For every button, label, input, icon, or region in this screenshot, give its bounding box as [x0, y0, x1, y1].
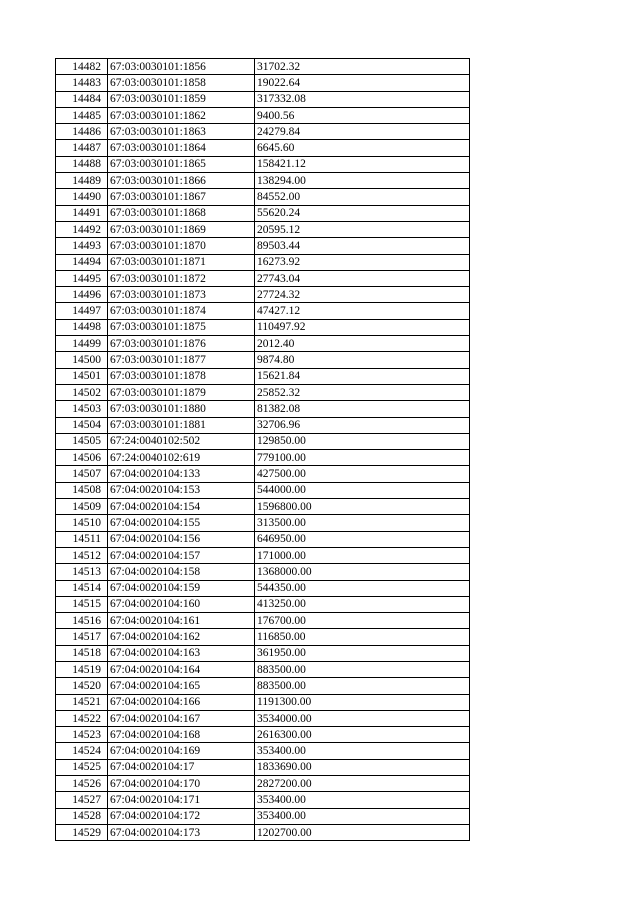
row-number-cell: 14495: [56, 270, 108, 286]
cadastral-number-cell: 67:04:0020104:169: [108, 743, 255, 759]
table-row: [56, 645, 470, 661]
row-number-cell: 14507: [56, 466, 108, 482]
cadastral-number-cell: 67:04:0020104:170: [108, 776, 255, 792]
cadastral-number-cell: 67:03:0030101:1869: [108, 221, 255, 237]
cadastral-number-cell: 67:03:0030101:1863: [108, 124, 255, 140]
cadastral-number-cell: 67:03:0030101:1866: [108, 173, 255, 189]
row-number-cell: 14484: [56, 91, 108, 107]
row-number-cell: 14492: [56, 221, 108, 237]
value-cell: 2012.40: [255, 336, 470, 352]
row-number-cell: 14494: [56, 254, 108, 270]
value-cell: 1596800.00: [255, 499, 470, 515]
cadastral-value-table: [55, 58, 470, 841]
cadastral-number-cell: 67:04:0020104:173: [108, 824, 255, 840]
row-number-cell: 14516: [56, 613, 108, 629]
value-cell: 15621.84: [255, 368, 470, 384]
cadastral-number-cell: 67:03:0030101:1881: [108, 417, 255, 433]
table-row: [56, 824, 470, 840]
value-cell: 81382.08: [255, 401, 470, 417]
table-row: [56, 710, 470, 726]
row-number-cell: 14529: [56, 824, 108, 840]
table-row: [56, 107, 470, 123]
cadastral-number-cell: 67:03:0030101:1862: [108, 107, 255, 123]
row-number-cell: 14510: [56, 515, 108, 531]
value-cell: 138294.00: [255, 173, 470, 189]
table-body: [56, 59, 470, 841]
cadastral-number-cell: 67:03:0030101:1871: [108, 254, 255, 270]
row-number-cell: 14482: [56, 59, 108, 75]
row-number-cell: 14497: [56, 303, 108, 319]
cadastral-number-cell: 67:03:0030101:1873: [108, 287, 255, 303]
row-number-cell: 14519: [56, 661, 108, 677]
table-row: [56, 254, 470, 270]
cadastral-number-cell: 67:03:0030101:1867: [108, 189, 255, 205]
cadastral-number-cell: 67:04:0020104:153: [108, 482, 255, 498]
cadastral-number-cell: 67:03:0030101:1872: [108, 270, 255, 286]
row-number-cell: 14490: [56, 189, 108, 205]
value-cell: 84552.00: [255, 189, 470, 205]
table-row: [56, 482, 470, 498]
cadastral-number-cell: 67:03:0030101:1877: [108, 352, 255, 368]
value-cell: 544000.00: [255, 482, 470, 498]
table-row: [56, 694, 470, 710]
cadastral-number-cell: 67:03:0030101:1878: [108, 368, 255, 384]
value-cell: 116850.00: [255, 629, 470, 645]
table-row: [56, 776, 470, 792]
cadastral-number-cell: 67:04:0020104:156: [108, 531, 255, 547]
value-cell: 1191300.00: [255, 694, 470, 710]
row-number-cell: 14503: [56, 401, 108, 417]
value-cell: 413250.00: [255, 596, 470, 612]
value-cell: 353400.00: [255, 808, 470, 824]
table-row: [56, 661, 470, 677]
row-number-cell: 14489: [56, 173, 108, 189]
value-cell: 110497.92: [255, 319, 470, 335]
cadastral-number-cell: 67:04:0020104:166: [108, 694, 255, 710]
row-number-cell: 14526: [56, 776, 108, 792]
table-row: [56, 743, 470, 759]
table-row: [56, 238, 470, 254]
table-row: [56, 613, 470, 629]
table-row: [56, 450, 470, 466]
row-number-cell: 14496: [56, 287, 108, 303]
table-row: [56, 173, 470, 189]
table-row: [56, 156, 470, 172]
row-number-cell: 14528: [56, 808, 108, 824]
value-cell: 55620.24: [255, 205, 470, 221]
value-cell: 317332.08: [255, 91, 470, 107]
table-row: [56, 596, 470, 612]
cadastral-number-cell: 67:03:0030101:1874: [108, 303, 255, 319]
value-cell: 20595.12: [255, 221, 470, 237]
cadastral-number-cell: 67:03:0030101:1870: [108, 238, 255, 254]
cadastral-number-cell: 67:03:0030101:1865: [108, 156, 255, 172]
cadastral-number-cell: 67:03:0030101:1879: [108, 384, 255, 400]
row-number-cell: 14502: [56, 384, 108, 400]
row-number-cell: 14524: [56, 743, 108, 759]
value-cell: 31702.32: [255, 59, 470, 75]
table-row: [56, 759, 470, 775]
cadastral-number-cell: 67:04:0020104:164: [108, 661, 255, 677]
table-row: [56, 433, 470, 449]
value-cell: 2827200.00: [255, 776, 470, 792]
value-cell: 313500.00: [255, 515, 470, 531]
row-number-cell: 14498: [56, 319, 108, 335]
row-number-cell: 14501: [56, 368, 108, 384]
table-row: [56, 270, 470, 286]
cadastral-number-cell: 67:04:0020104:159: [108, 580, 255, 596]
value-cell: 883500.00: [255, 678, 470, 694]
row-number-cell: 14506: [56, 450, 108, 466]
value-cell: 883500.00: [255, 661, 470, 677]
row-number-cell: 14515: [56, 596, 108, 612]
value-cell: 9400.56: [255, 107, 470, 123]
table-row: [56, 384, 470, 400]
cadastral-number-cell: 67:04:0020104:172: [108, 808, 255, 824]
table-row: [56, 499, 470, 515]
value-cell: 47427.12: [255, 303, 470, 319]
row-number-cell: 14499: [56, 336, 108, 352]
value-cell: 24279.84: [255, 124, 470, 140]
cadastral-number-cell: 67:03:0030101:1875: [108, 319, 255, 335]
row-number-cell: 14511: [56, 531, 108, 547]
value-cell: 32706.96: [255, 417, 470, 433]
cadastral-number-cell: 67:03:0030101:1864: [108, 140, 255, 156]
table-row: [56, 678, 470, 694]
table-row: [56, 368, 470, 384]
row-number-cell: 14504: [56, 417, 108, 433]
table-row: [56, 91, 470, 107]
table-row: [56, 547, 470, 563]
table-row: [56, 221, 470, 237]
value-cell: 19022.64: [255, 75, 470, 91]
value-cell: 1833690.00: [255, 759, 470, 775]
table-row: [56, 124, 470, 140]
value-cell: 9874.80: [255, 352, 470, 368]
cadastral-number-cell: 67:24:0040102:502: [108, 433, 255, 449]
row-number-cell: 14487: [56, 140, 108, 156]
table-row: [56, 287, 470, 303]
row-number-cell: 14486: [56, 124, 108, 140]
cadastral-number-cell: 67:03:0030101:1859: [108, 91, 255, 107]
row-number-cell: 14520: [56, 678, 108, 694]
value-cell: 353400.00: [255, 792, 470, 808]
value-cell: 2616300.00: [255, 727, 470, 743]
row-number-cell: 14517: [56, 629, 108, 645]
value-cell: 6645.60: [255, 140, 470, 156]
cadastral-number-cell: 67:04:0020104:162: [108, 629, 255, 645]
row-number-cell: 14485: [56, 107, 108, 123]
cadastral-number-cell: 67:04:0020104:154: [108, 499, 255, 515]
table-row: [56, 336, 470, 352]
value-cell: 353400.00: [255, 743, 470, 759]
cadastral-number-cell: 67:04:0020104:171: [108, 792, 255, 808]
row-number-cell: 14505: [56, 433, 108, 449]
value-cell: 544350.00: [255, 580, 470, 596]
cadastral-number-cell: 67:04:0020104:160: [108, 596, 255, 612]
value-cell: 361950.00: [255, 645, 470, 661]
table-row: [56, 580, 470, 596]
cadastral-number-cell: 67:04:0020104:158: [108, 564, 255, 580]
value-cell: 129850.00: [255, 433, 470, 449]
table-row: [56, 629, 470, 645]
value-cell: 89503.44: [255, 238, 470, 254]
value-cell: 779100.00: [255, 450, 470, 466]
value-cell: 176700.00: [255, 613, 470, 629]
table-row: [56, 808, 470, 824]
table-row: [56, 140, 470, 156]
table-row: [56, 205, 470, 221]
value-cell: 646950.00: [255, 531, 470, 547]
cadastral-number-cell: 67:03:0030101:1858: [108, 75, 255, 91]
cadastral-number-cell: 67:03:0030101:1868: [108, 205, 255, 221]
table-row: [56, 417, 470, 433]
row-number-cell: 14527: [56, 792, 108, 808]
row-number-cell: 14513: [56, 564, 108, 580]
table-row: [56, 401, 470, 417]
cadastral-number-cell: 67:04:0020104:167: [108, 710, 255, 726]
table-row: [56, 75, 470, 91]
value-cell: 16273.92: [255, 254, 470, 270]
row-number-cell: 14523: [56, 727, 108, 743]
table-row: [56, 59, 470, 75]
value-cell: 25852.32: [255, 384, 470, 400]
table-row: [56, 466, 470, 482]
cadastral-number-cell: 67:04:0020104:168: [108, 727, 255, 743]
cadastral-number-cell: 67:04:0020104:165: [108, 678, 255, 694]
value-cell: 27743.04: [255, 270, 470, 286]
cadastral-number-cell: 67:24:0040102:619: [108, 450, 255, 466]
table-row: [56, 189, 470, 205]
row-number-cell: 14508: [56, 482, 108, 498]
value-cell: 171000.00: [255, 547, 470, 563]
table-row: [56, 352, 470, 368]
value-cell: 158421.12: [255, 156, 470, 172]
value-cell: 27724.32: [255, 287, 470, 303]
value-cell: 1368000.00: [255, 564, 470, 580]
row-number-cell: 14512: [56, 547, 108, 563]
cadastral-number-cell: 67:03:0030101:1856: [108, 59, 255, 75]
table-row: [56, 564, 470, 580]
row-number-cell: 14483: [56, 75, 108, 91]
row-number-cell: 14521: [56, 694, 108, 710]
cadastral-number-cell: 67:03:0030101:1880: [108, 401, 255, 417]
table-row: [56, 531, 470, 547]
row-number-cell: 14491: [56, 205, 108, 221]
cadastral-number-cell: 67:04:0020104:163: [108, 645, 255, 661]
row-number-cell: 14525: [56, 759, 108, 775]
cadastral-number-cell: 67:04:0020104:17: [108, 759, 255, 775]
table-row: [56, 319, 470, 335]
cadastral-number-cell: 67:04:0020104:157: [108, 547, 255, 563]
cadastral-number-cell: 67:04:0020104:133: [108, 466, 255, 482]
cadastral-number-cell: 67:04:0020104:161: [108, 613, 255, 629]
cadastral-number-cell: 67:04:0020104:155: [108, 515, 255, 531]
row-number-cell: 14509: [56, 499, 108, 515]
cadastral-number-cell: 67:03:0030101:1876: [108, 336, 255, 352]
table-row: [56, 515, 470, 531]
table-row: [56, 303, 470, 319]
row-number-cell: 14488: [56, 156, 108, 172]
row-number-cell: 14493: [56, 238, 108, 254]
value-cell: 1202700.00: [255, 824, 470, 840]
row-number-cell: 14518: [56, 645, 108, 661]
table-row: [56, 727, 470, 743]
row-number-cell: 14522: [56, 710, 108, 726]
table-row: [56, 792, 470, 808]
row-number-cell: 14514: [56, 580, 108, 596]
value-cell: 3534000.00: [255, 710, 470, 726]
value-cell: 427500.00: [255, 466, 470, 482]
row-number-cell: 14500: [56, 352, 108, 368]
